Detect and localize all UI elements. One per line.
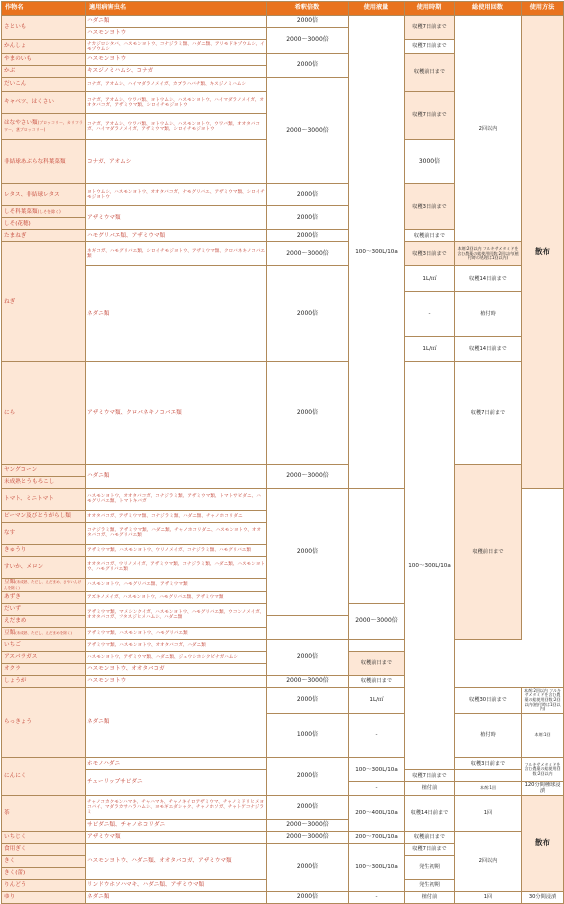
crop-cell: きゅうり (2, 544, 86, 556)
crop-name: はなやさい類 (4, 120, 38, 127)
volume-cell: - (349, 782, 405, 795)
pest-cell: ハスモンヨトウ、ハダニ類、オオタバコガ、アザミウマ類 (86, 843, 267, 879)
timing-cell: 収穫7日前まで (455, 362, 522, 464)
dilution-cell: 2000倍 (267, 16, 349, 28)
crop-cell: いちご (2, 639, 86, 651)
pest-cell: ヨトウムシ、ハスモンヨトウ、オオタバコガ、ナモグリバエ、アザミウマ類、シロイチモジヨトウ (86, 184, 267, 206)
crop-cell: キャベツ、はくさい (2, 92, 86, 114)
timing-cell: 収穫14日前まで (405, 795, 455, 831)
table-row (2, 266, 564, 292)
crop-cell: かんしょ (2, 40, 86, 54)
dilution-cell: 2000倍 (267, 206, 349, 230)
pest-cell: ハスモンヨトウ (86, 28, 267, 40)
crop-cell: 非結球あぶらな科葉菜類 (2, 140, 86, 184)
volume-cell: 200〜700L/10a (349, 831, 405, 843)
crop-cell: あずき (2, 591, 86, 603)
crop-note: (未成熟、ただし、えだまめを除く) (15, 631, 72, 636)
timing-cell: 収穫7日前まで (405, 92, 455, 140)
header-count: 総使用回数 (455, 2, 522, 16)
table-row (2, 891, 564, 903)
header-pest: 適用病害虫名 (86, 2, 267, 16)
count-note: フルキサメタミドを含む農薬の総使用回数:2回以内(植付時の処理は1回以内) (457, 246, 519, 261)
pest-cell: チャノコカクモンハマキ、チャハマキ、チャノキイロアザミウマ、チャノミドリヒメヨコバイ、マダラカサハラハムシ、ヨモギエダシャク、チャノホソガ、チャトゲコナジラミ (86, 795, 267, 819)
volume-cell: 1L/㎡ (405, 336, 455, 362)
method-cell: 30分間浸漬 (522, 891, 564, 903)
crop-cell: 未成熟とうもろこし (2, 476, 86, 488)
pest-cell: ハダニ類 (86, 464, 267, 488)
crop-cell: ねぎ (2, 242, 86, 362)
count-main: 本剤:2回以内 (523, 687, 548, 693)
timing-cell: 収穫7日前まで (405, 770, 455, 782)
table-row (2, 639, 564, 651)
pest-cell: ネギコガ、ハモグリバエ類、シロイチモジヨトウ、アザミウマ類、クロバネキノコバエ類 (86, 242, 267, 266)
volume-cell: - (405, 292, 455, 336)
volume-cell: 1L/㎡ (349, 687, 405, 713)
crop-cell (2, 627, 86, 639)
count-cell: フルキサメタミドを含む農薬の総使用回数:2回以内 (522, 758, 564, 782)
crop-cell: だいず (2, 603, 86, 615)
volume-cell: - (349, 891, 405, 903)
pest-cell: キスジノミハムシ、コナガ (86, 66, 267, 78)
count-cell (522, 687, 564, 713)
crop-cell: オクラ (2, 663, 86, 675)
dilution-cell: 2000〜3000倍 (267, 675, 349, 687)
pest-cell: コナガ、アオムシ、ハイマダラノメイガ、カブラハバチ類、キスジノミハムシ (86, 78, 267, 92)
count-cell: 2回以内 (455, 831, 522, 891)
dilution-cell: 2000〜3000倍 (267, 819, 349, 831)
header-dilution: 希釈倍数 (267, 2, 349, 16)
crop-cell (2, 578, 86, 591)
crop-note: (ブロッコリー、カリフラワー、茎ブロッコリー) (4, 120, 83, 132)
table-row (2, 242, 564, 266)
crop-cell: いちじく (2, 831, 86, 843)
crop-cell: りんどう (2, 879, 86, 891)
dilution-cell: 2000倍 (267, 488, 349, 615)
count-cell: 1回 (455, 891, 522, 903)
pest-cell: サビダニ類、チャノホコリダニ (86, 819, 267, 831)
pest-cell: ネダニ類 (86, 266, 267, 362)
crop-cell: らっきょう (2, 687, 86, 757)
crop-note: (しそを除く) (37, 208, 61, 214)
table-row (2, 687, 564, 713)
crop-cell: しそ(花穂) (2, 218, 86, 230)
volume-cell: 100〜300L/10a (349, 16, 405, 489)
dilution-cell: 2000倍 (267, 266, 349, 362)
timing-cell: 収穫3日前まで (405, 242, 455, 266)
crop-cell: えだまめ (2, 615, 86, 627)
crop-cell: にんにく (2, 758, 86, 795)
volume-cell: 1L/㎡ (405, 266, 455, 292)
count-cell: 1回 (455, 795, 522, 831)
timing-cell: 収穫14日前まで (455, 336, 522, 362)
crop-cell: だいこん (2, 78, 86, 92)
pest-cell: コナガ、アオムシ、ウワバ類、ヨトウムシ、ハスモンヨトウ、ウワバ類、オオタバコガ、ハイマダラノメイガ、アザミウマ類、シロイチモジヨトウ (86, 114, 267, 140)
dilution-cell: 2000〜3000倍 (267, 831, 349, 843)
timing-cell: 収穫7日前まで (405, 40, 455, 54)
dilution-cell: 2000倍 (267, 639, 349, 675)
dilution-cell: 2000〜3000倍 (267, 78, 349, 184)
timing-cell: 発生初期 (405, 855, 455, 879)
header-timing: 使用時期 (405, 2, 455, 16)
dilution-cell: 2000〜3000倍 (267, 28, 349, 54)
crop-cell: きく(蕾) (2, 867, 86, 879)
pest-cell: ハモグリバエ類、アザミウマ類 (86, 230, 267, 242)
dilution-cell: 1000倍 (267, 713, 349, 757)
timing-cell: 発生初期 (405, 879, 455, 891)
pest-cell: アザミウマ類 (86, 831, 267, 843)
timing-cell: 収穫前日まで (405, 831, 455, 843)
pest-cell: ホモノハダニ (86, 758, 267, 770)
method-cell: 散布 (522, 795, 564, 891)
pest-cell: コナジラミ類、アザミウマ類、ハダニ類、チャノホコリダニ、ハスモンヨトウ、オオタバコガ、ハモグリバエ類 (86, 522, 267, 544)
pest-cell: コナガ、アオムシ、ウワバ類、ヨトウムシ、ハスモンヨトウ、ハイマダラノメイガ、オオタバコガ、アザミウマ類、シロイチモジヨトウ (86, 92, 267, 114)
pest-cell: チューリップサビダニ (86, 770, 267, 795)
crop-name: 豆類 (4, 578, 16, 585)
method-cell: 120分間種球浸漬 (522, 782, 564, 795)
pest-cell: ハスモンヨトウ、オオタバコガ (86, 663, 267, 675)
timing-cell: 収穫前日まで (405, 54, 455, 92)
crop-cell: アスパラガス (2, 651, 86, 663)
volume-cell: 200〜400L/10a (349, 795, 405, 831)
dilution-cell: 2000倍 (267, 795, 349, 819)
crop-cell: ヤングコーン (2, 464, 86, 476)
pest-cell: アザミウマ類、マメシンクイガ、ハスモンヨトウ、ハモグリバエ類、ウコンノメイガ、オオタバコガ、フタスジヒメハムシ、ハダニ類 (86, 603, 267, 627)
method-cell: 散布 (522, 16, 564, 489)
timing-cell: 収穫7日前まで (405, 16, 455, 40)
crop-cell: たまねぎ (2, 230, 86, 242)
crop-cell: きく (2, 855, 86, 867)
pest-cell: アザミウマ類、ハスモンヨトウ、ハモグリバエ類 (86, 627, 267, 639)
pest-cell: オオタバコガ、アザミウマ類、コナジラミ類、ハダニ類、チャノホコリダニ (86, 510, 267, 522)
timing-cell: 植付時 (455, 713, 522, 757)
timing-cell: 収穫3日前まで (405, 184, 455, 230)
crop-cell (2, 206, 86, 218)
pest-cell: ハスモンヨトウ、オオタバコガ、コナジラミ類、アザミウマ類、トマトサビダニ、ハモグリバエ類、トマトキバガ (86, 488, 267, 510)
table-row (2, 758, 564, 770)
pest-cell: オオタバコガ、ウリノメイガ、アザミウマ類、コナジラミ類、ハダニ類、ハスモンヨトウ、ハモグリバエ類 (86, 556, 267, 578)
pest-cell: ハスモンヨトウ、ハモグリバエ類、アザミウマ類 (86, 578, 267, 591)
crop-cell: にら (2, 362, 86, 464)
dilution-cell: 2000倍 (267, 184, 349, 206)
dilution-cell: 2000〜3000倍 (349, 603, 405, 639)
header-method: 使用方法 (522, 2, 564, 16)
pest-cell: リンドウホソハマキ、ハダニ類、アザミウマ類 (86, 879, 267, 891)
table-row (2, 675, 564, 687)
dilution-cell: 2000倍 (267, 230, 349, 242)
header-volume: 使用液量 (349, 2, 405, 16)
crop-cell: なす (2, 522, 86, 544)
crop-cell: レタス、非結球レタス (2, 184, 86, 206)
table-row (2, 831, 564, 843)
pest-cell: アザミウマ類、クロバネキノコバエ類 (86, 362, 267, 464)
crop-cell: さといも (2, 16, 86, 40)
pesticide-usage-table (1, 1, 564, 904)
crop-name: 豆類 (4, 630, 16, 637)
timing-cell: 収穫7日前まで (405, 843, 455, 855)
table-row (2, 795, 564, 819)
volume-cell: - (349, 713, 405, 757)
crop-cell: ゆり (2, 891, 86, 903)
timing-cell: 収穫14日前まで (455, 266, 522, 292)
table-header-row (2, 2, 564, 16)
pest-cell: コナガ、アオムシ (86, 140, 267, 184)
dilution-cell: 2000倍 (267, 843, 349, 891)
count-main: 本剤:2回以内 (457, 246, 482, 252)
timing-cell: 収穫前日まで (405, 230, 455, 242)
timing-cell: 植付前 (405, 782, 455, 795)
dilution-cell: 2000〜3000倍 (267, 242, 349, 266)
pest-cell: ナカジロシタバ、ハスモンヨトウ、コナジラミ類、ハダニ類、アリモドキゾウムシ、イモゾウムシ (87, 41, 265, 52)
crop-cell: 茶 (2, 795, 86, 831)
crop-cell: すいか、メロン (2, 556, 86, 578)
timing-cell: 収穫30日前まで (455, 687, 522, 713)
count-cell: 2回以内 (455, 16, 522, 242)
count-note: フルキサメタミドを含む農薬の総使用回数:2回以内(植付時は1回以内) (524, 687, 562, 712)
crop-cell: しょうが (2, 675, 86, 687)
crop-name: しそ科葉菜類 (4, 208, 38, 215)
pest-cell: アザミウマ類 (86, 206, 267, 230)
crop-note: (未成熟、ただし、えだまめ、さやいんげんを除く) (4, 579, 82, 590)
pest-cell: アザミウマ類、ハスモンヨトウ、ウリノメイガ、コナジラミ類、ハモグリバエ類 (86, 544, 267, 556)
pest-cell: ハスモンヨトウ (86, 54, 267, 66)
pest-cell: ネダニ類 (86, 891, 267, 903)
timing-cell: 収穫3日前まで (455, 758, 522, 770)
table-row (2, 464, 564, 476)
dilution-cell: 2000倍 (267, 891, 349, 903)
crop-cell (2, 114, 86, 140)
dilution-cell: 2000倍 (267, 54, 349, 78)
crop-cell: かぶ (2, 66, 86, 78)
pest-cell: ハダニ類 (86, 16, 267, 28)
pest-cell: アザミウマ類、ハスモンヨトウ、オオタバコガ、ハダニ類 (86, 639, 267, 651)
crop-cell: ピーマン及びとうがらし類 (2, 510, 86, 522)
pest-cell: ネダニ類 (86, 687, 267, 757)
timing-cell: 収穫前日まで (349, 675, 405, 687)
timing-cell: 収穫前日まで (349, 651, 405, 675)
dilution-cell: 2000〜3000倍 (267, 464, 349, 488)
crop-cell: やまのいも (2, 54, 86, 66)
timing-cell: 植付時 (455, 292, 522, 336)
dilution-cell: 2000倍 (267, 687, 349, 713)
count-cell: 本剤:1回 (455, 782, 522, 795)
dilution-cell: 2000倍 (267, 758, 349, 795)
count-cell (455, 242, 522, 266)
timing-cell: 収穫前日まで (455, 464, 522, 639)
timing-cell: 植付前 (405, 891, 455, 903)
table-row (2, 16, 564, 28)
table-row (2, 362, 564, 464)
pest-cell: ハスモンヨトウ (86, 675, 267, 687)
volume-cell: 100〜300L/10a (349, 758, 405, 782)
crop-cell: トマト、ミニトマト (2, 488, 86, 510)
volume-cell: 100〜300L/10a (349, 843, 405, 891)
count-cell: 本剤:1回 (522, 713, 564, 757)
pest-cell: アズキノメイガ、ハスモンヨトウ、ハモグリバエ類、アザミウマ類 (86, 591, 267, 603)
header-crop: 作物名 (2, 2, 86, 16)
dilution-cell: 3000倍 (405, 140, 455, 184)
pest-cell: ハスモンヨトウ、アザミウマ類、ハダニ類、ジュウシホシクビナガハムシ (86, 651, 267, 663)
crop-cell: 食用ぎく (2, 843, 86, 855)
volume-cell: 100〜300L/10a (405, 362, 455, 770)
dilution-cell: 2000倍 (267, 362, 349, 464)
